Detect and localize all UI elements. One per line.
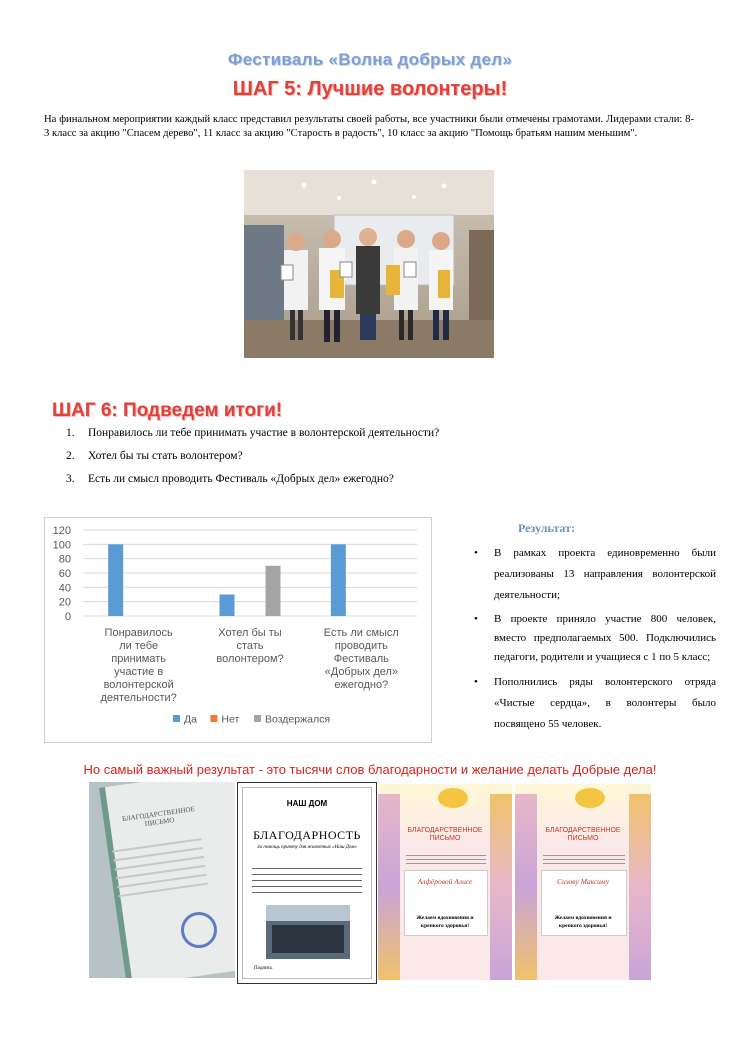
letter-3-title: БЛАГОДАРСТВЕННОЕ ПИСЬМО bbox=[407, 827, 483, 842]
letter-2-subtitle: За помощь приюту для животных «Наш Дом» bbox=[257, 845, 357, 850]
letter-4-name: Сизову Максиму bbox=[556, 877, 610, 886]
festival-title: Фестиваль «Волна добрых дел» bbox=[227, 50, 513, 69]
group-photo bbox=[266, 905, 350, 959]
thank-you-letter-4 bbox=[515, 784, 651, 980]
x-category-label: принимать bbox=[111, 653, 166, 665]
bar-Воздержался bbox=[266, 566, 281, 616]
x-category-label: волонтерской bbox=[103, 679, 174, 691]
volunteers-photo bbox=[244, 170, 494, 358]
letter-3-name: Алфёровой Алисе bbox=[417, 877, 473, 886]
letter-4-title: БЛАГОДАРСТВЕННОЕ ПИСЬМО bbox=[545, 827, 621, 842]
legend-swatch bbox=[210, 715, 217, 722]
thank-you-letter-3 bbox=[378, 784, 512, 980]
legend-swatch bbox=[254, 715, 261, 722]
result-item: • Пополнились ряды волонтерского отряда «Чистые сердца», в волонтеры было посвящено 55 человек. bbox=[474, 676, 716, 730]
question-item: 2. Хотел бы ты стать волонтером? bbox=[66, 450, 243, 462]
x-category-label: проводить bbox=[334, 640, 388, 652]
legend-label: Нет bbox=[221, 713, 240, 726]
y-tick-label: 120 bbox=[52, 525, 71, 537]
x-category-label: волонтером? bbox=[216, 653, 284, 665]
nash-dom-logo: НАШ ДОМ bbox=[286, 799, 328, 808]
result-title: Результат: bbox=[518, 521, 576, 535]
bar-Да bbox=[108, 544, 123, 616]
x-category-label: ежегодно? bbox=[334, 679, 389, 691]
survey-chart bbox=[44, 517, 432, 743]
x-category-label: стать bbox=[236, 640, 264, 652]
bar-Да bbox=[220, 595, 235, 617]
y-tick-label: 60 bbox=[58, 568, 71, 580]
y-tick-label: 80 bbox=[58, 553, 71, 566]
question-item: 3. Есть ли смысл проводить Фестиваль «Добрых дел» ежегодно? bbox=[66, 473, 394, 485]
thank-you-letter-2 bbox=[237, 782, 377, 984]
y-tick-label: 100 bbox=[52, 539, 71, 552]
result-item: • В рамках проекта единовременно были реализованы 13 направления волонтерской деятельности; bbox=[474, 547, 716, 601]
letter-4-wish: Желаем вдохновения и крепкого здоровья! bbox=[554, 915, 612, 929]
letter-2-sign: Подпись bbox=[254, 966, 273, 971]
x-category-label: участие в bbox=[114, 666, 164, 678]
x-category-label: деятельности? bbox=[100, 692, 177, 704]
sun-logo-icon bbox=[438, 788, 468, 808]
step5-text: На финальном мероприятии каждый класс представил результаты своей работы, все участники были отмечены грамотами. Лидерами стали: 8-3 класс за акцию "Спасем дерево", 11 класс за акцию "Старость в радость", 10 класс за акцию "Помощь братьям нашим меньшим". bbox=[44, 114, 694, 139]
letter-1-title: БЛАГОДАРСТВЕННОЕ ПИСЬМО bbox=[121, 804, 196, 828]
stamp-icon bbox=[181, 912, 217, 948]
sun-logo-icon bbox=[575, 788, 605, 808]
step5-title: ШАГ 5: Лучшие волонтеры! bbox=[232, 78, 508, 100]
x-category-label: Есть ли смысл bbox=[323, 627, 399, 639]
legend-label: Воздержался bbox=[265, 713, 331, 726]
result-item: • В проекте приняло участие 800 человек, вместо предполагаемых 500. Подключились педагоги, родители и учащиеся с 1 по 5 класс; bbox=[474, 613, 716, 663]
legend-label: Да bbox=[184, 713, 197, 726]
letter-2-title: БЛАГОДАРНОСТЬ bbox=[253, 828, 361, 842]
bar-Да bbox=[331, 544, 346, 616]
x-category-label: «Добрых дел» bbox=[324, 666, 399, 678]
x-category-label: Хотел бы ты bbox=[218, 627, 282, 639]
legend-swatch bbox=[173, 715, 180, 722]
chart-canvas bbox=[45, 518, 431, 742]
y-tick-label: 20 bbox=[58, 596, 71, 609]
x-category-label: ли тебе bbox=[119, 640, 159, 652]
letter-3-wish: Желаем вдохновения и крепкого здоровья! bbox=[416, 915, 474, 929]
result-list bbox=[472, 543, 716, 735]
x-category-label: Фестиваль bbox=[333, 653, 389, 665]
y-tick-label: 40 bbox=[58, 582, 71, 595]
final-result-line: Но самый важный результат - это тысячи слов благодарности и желание делать Добрые дела! bbox=[83, 762, 657, 777]
survey-questions bbox=[66, 424, 566, 493]
x-category-label: Понравилось bbox=[104, 627, 173, 639]
question-item: 1. Понравилось ли тебе принимать участие в волонтерской деятельности? bbox=[66, 427, 440, 439]
thank-you-letter-1 bbox=[89, 782, 235, 978]
y-tick-label: 0 bbox=[64, 611, 71, 623]
step6-title: ШАГ 6: Подведем итоги! bbox=[52, 400, 283, 421]
